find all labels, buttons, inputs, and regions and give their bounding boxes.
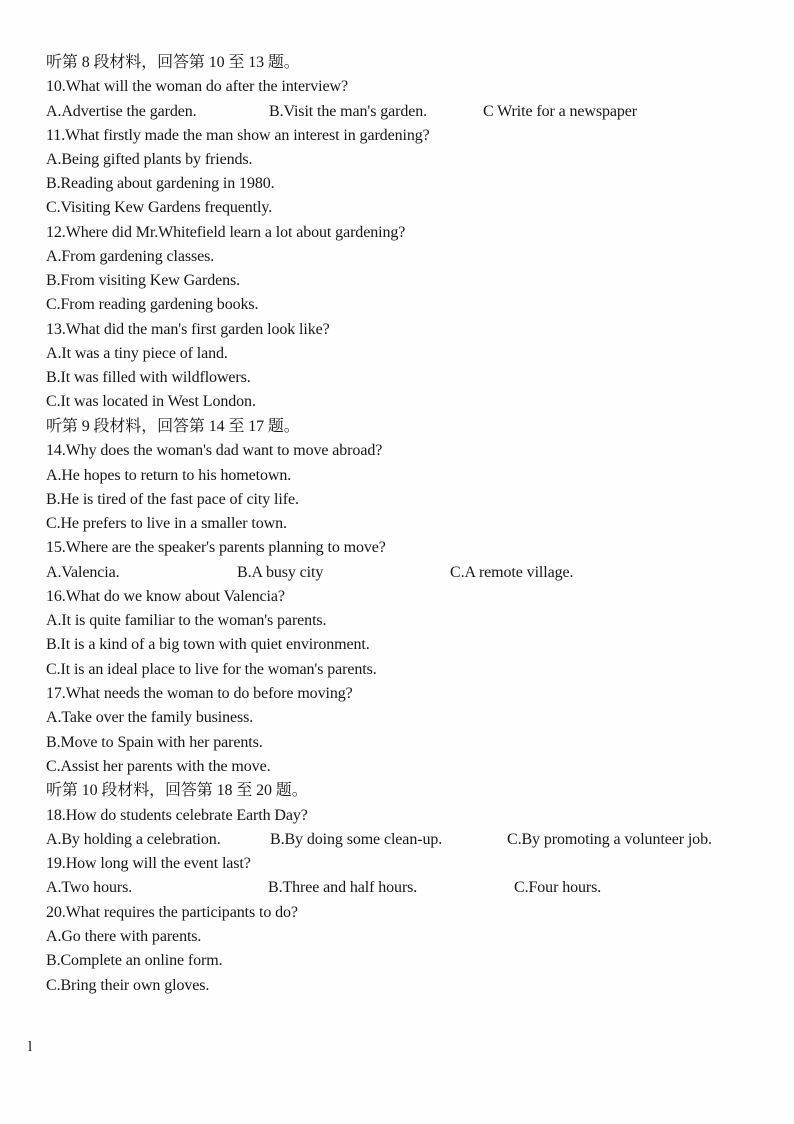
option-c: C.He prefers to live in a smaller town.	[46, 515, 287, 532]
question-15: 15.Where are the speaker's parents planning to move?	[46, 539, 386, 556]
option-c: C.A remote village.	[450, 564, 574, 581]
section-heading-8: 听第 8 段材料，回答第 10 至 13 题。	[46, 54, 300, 71]
option-c: C.It is an ideal place to live for the woman's parents.	[46, 661, 377, 678]
question-12: 12.Where did Mr.Whitefield learn a lot about gardening?	[46, 224, 406, 241]
option-a: A.It was a tiny piece of land.	[46, 345, 228, 362]
question-19: 19.How long will the event last?	[46, 855, 251, 872]
option-c: C.From reading gardening books.	[46, 296, 259, 313]
option-b: B.Visit the man's garden.	[269, 103, 428, 120]
question-13: 13.What did the man's first garden look like?	[46, 321, 330, 338]
option-b: B.Move to Spain with her parents.	[46, 734, 263, 751]
option-a: A.By holding a celebration.	[46, 831, 221, 848]
question-18: 18.How do students celebrate Earth Day?	[46, 807, 308, 824]
option-c: C.Bring their own gloves.	[46, 977, 210, 994]
option-a: A.Go there with parents.	[46, 928, 202, 945]
option-c: C Write for a newspaper	[483, 103, 638, 120]
question-11: 11.What firstly made the man show an interest in gardening?	[46, 127, 430, 144]
option-b: B.From visiting Kew Gardens.	[46, 272, 241, 289]
option-b: B.It is a kind of a big town with quiet environment.	[46, 636, 370, 653]
option-b: B.Reading about gardening in 1980.	[46, 175, 275, 192]
option-c: C.By promoting a volunteer job.	[507, 831, 712, 848]
option-c: C.Visiting Kew Gardens frequently.	[46, 199, 273, 216]
option-a: A.Being gifted plants by friends.	[46, 151, 253, 168]
option-a: A.Valencia.	[46, 564, 120, 581]
option-b: B.A busy city	[237, 564, 324, 581]
option-b: B.Complete an online form.	[46, 952, 223, 969]
option-a: A.Take over the family business.	[46, 709, 254, 726]
option-c: C.It was located in West London.	[46, 393, 256, 410]
option-a: A.Advertise the garden.	[46, 103, 197, 120]
option-a: A.Two hours.	[46, 879, 133, 896]
page-footer-mark: l	[28, 1039, 33, 1055]
option-b: B.By doing some clean-up.	[270, 831, 443, 848]
option-a: A.From gardening classes.	[46, 248, 215, 265]
question-10: 10.What will the woman do after the interview?	[46, 78, 348, 95]
option-b: B.It was filled with wildflowers.	[46, 369, 251, 386]
section-heading-10: 听第 10 段材料，回答第 18 至 20 题。	[46, 782, 308, 799]
question-17: 17.What needs the woman to do before moving?	[46, 685, 353, 702]
option-a: A.It is quite familiar to the woman's parents.	[46, 612, 327, 629]
question-14: 14.Why does the woman's dad want to move abroad?	[46, 442, 383, 459]
option-b: B.Three and half hours.	[268, 879, 418, 896]
question-16: 16.What do we know about Valencia?	[46, 588, 285, 605]
option-b: B.He is tired of the fast pace of city life.	[46, 491, 299, 508]
question-20: 20.What requires the participants to do?	[46, 904, 298, 921]
option-c: C.Four hours.	[514, 879, 602, 896]
section-heading-9: 听第 9 段材料，回答第 14 至 17 题。	[46, 418, 300, 435]
option-c: C.Assist her parents with the move.	[46, 758, 271, 775]
option-a: A.He hopes to return to his hometown.	[46, 467, 292, 484]
